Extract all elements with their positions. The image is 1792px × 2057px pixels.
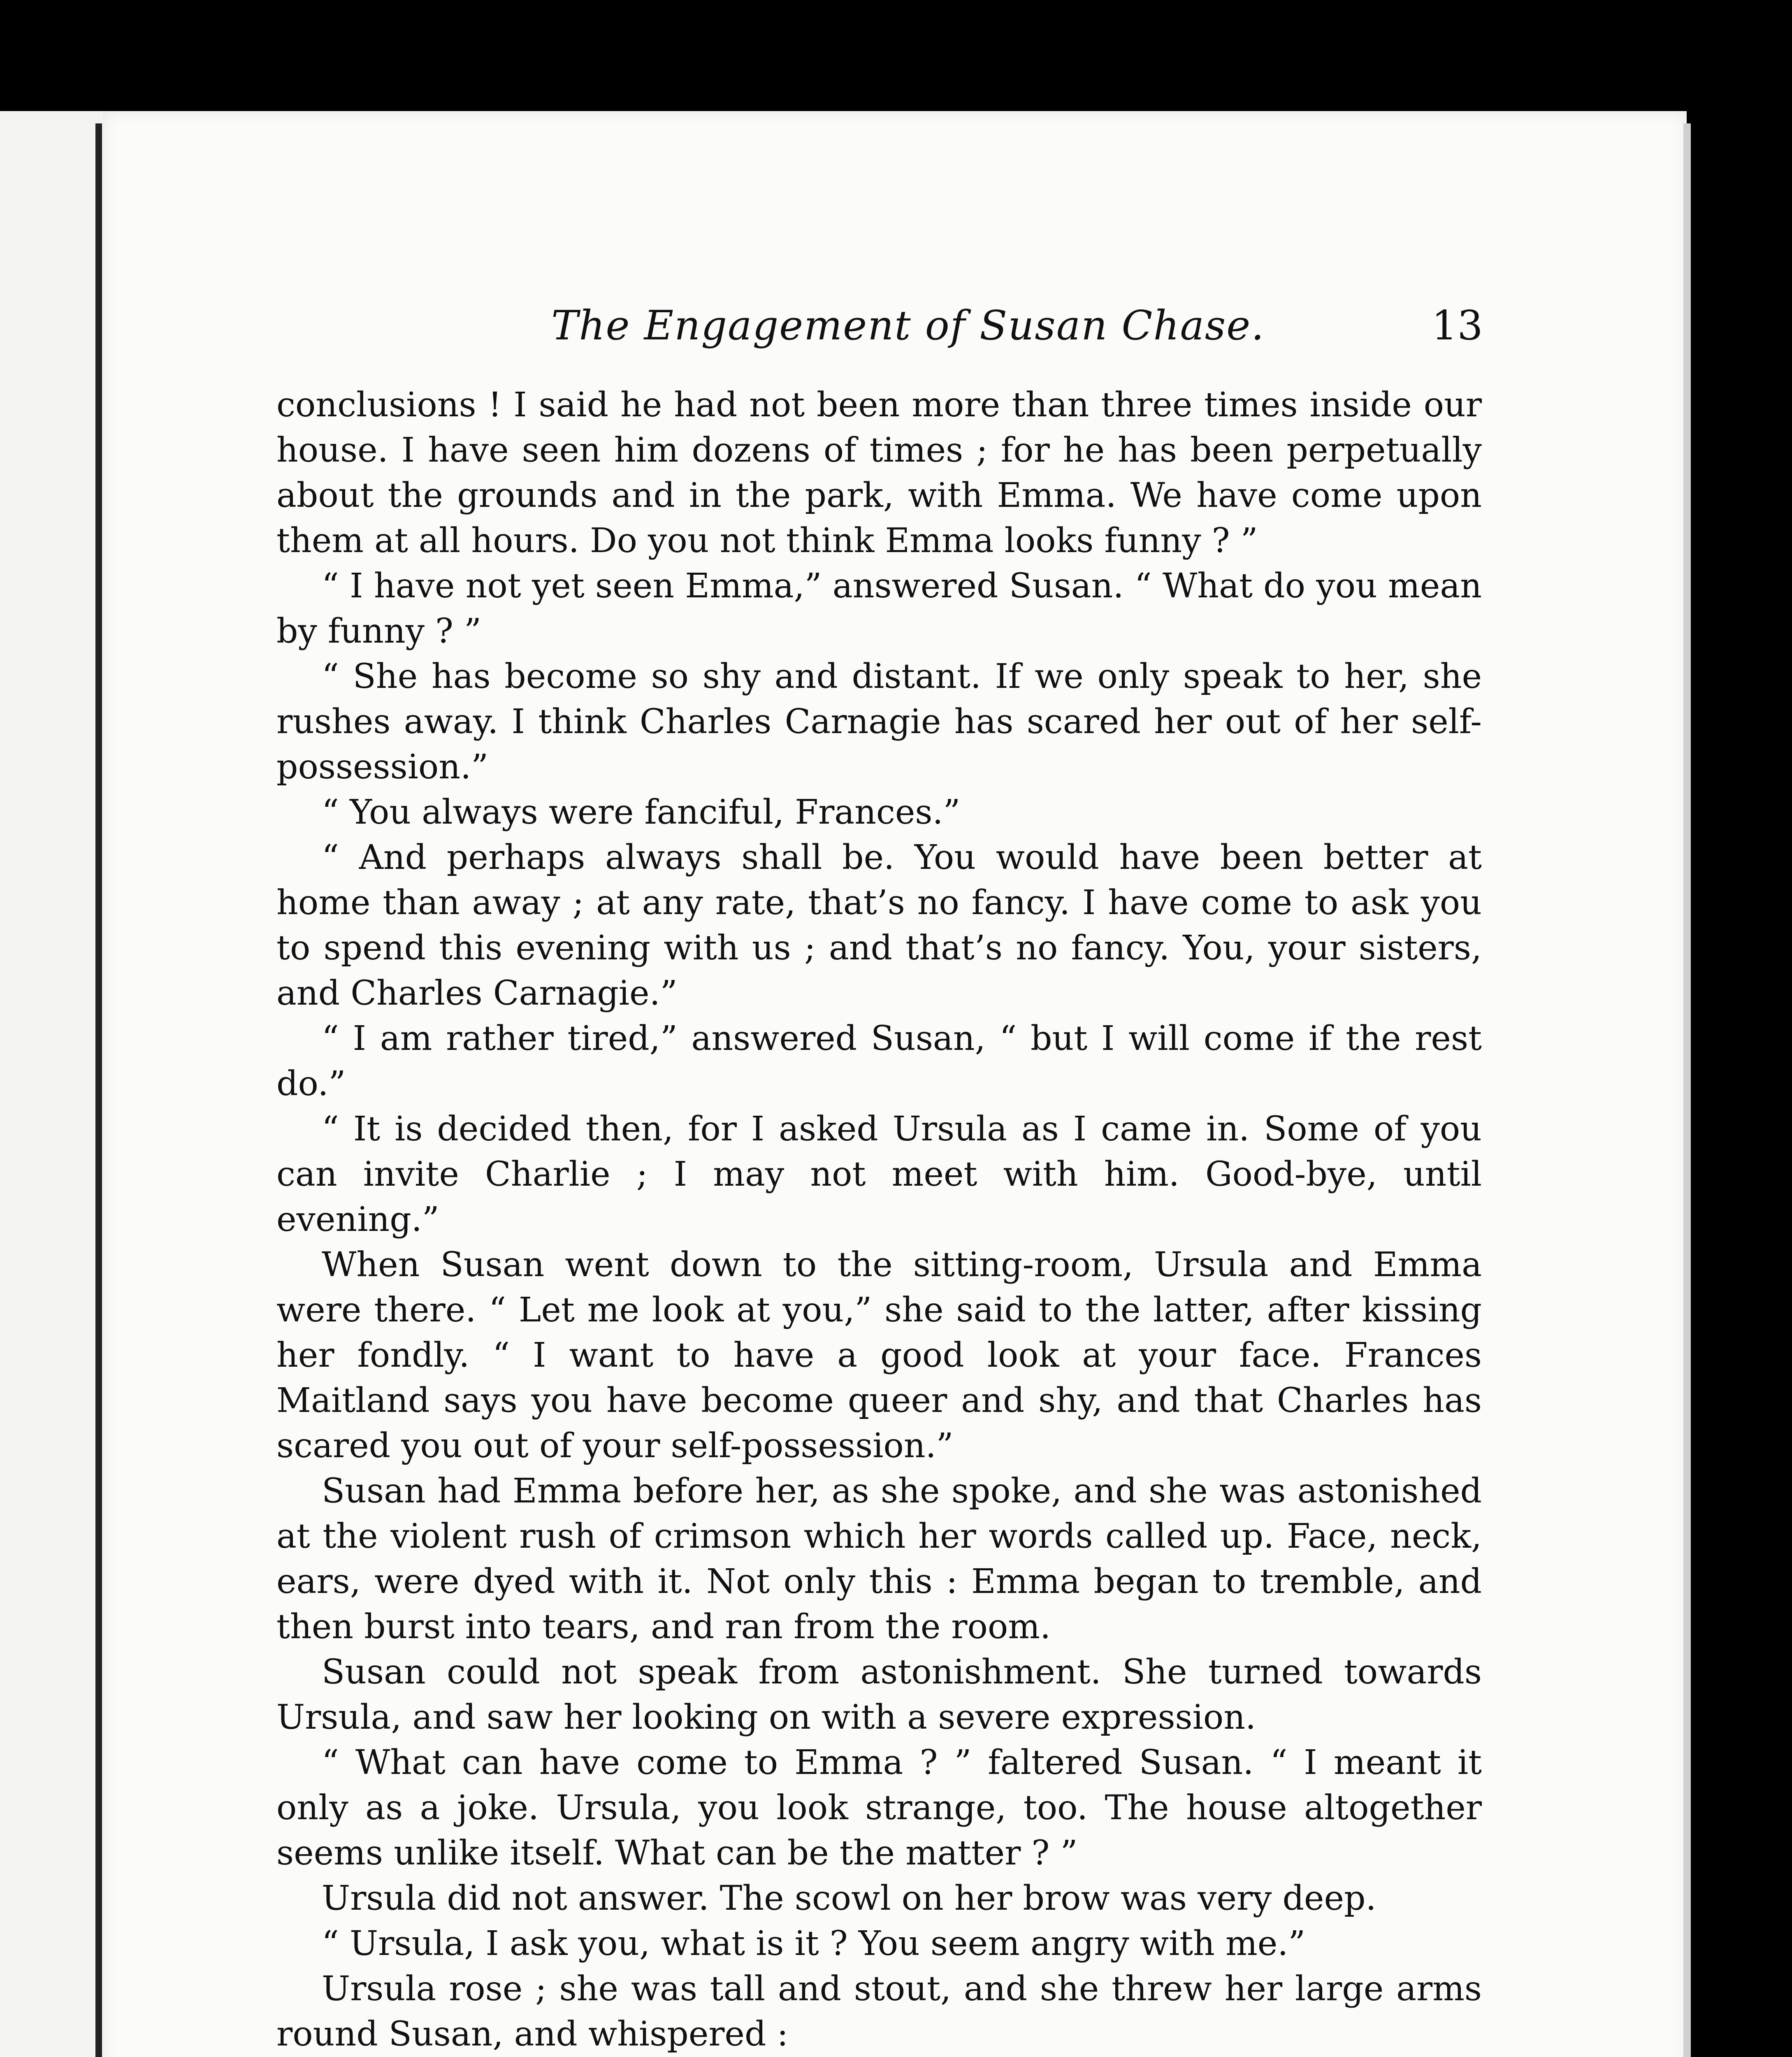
paragraph: “ She has become so shy and distant. If we only speak to her, she rushes away. I think Charles Carnagie has scared her out of her self-possession.” <box>276 657 1482 787</box>
running-title: The Engagement of Susan Chase. <box>551 302 1265 349</box>
body-text <box>276 383 1482 2057</box>
paragraph: “ It is decided then, for I asked Ursula as I came in. Some of you can invite Charlie ; I may not meet with him. Good-bye, until evening.” <box>276 1110 1482 1239</box>
paragraph: Ursula did not answer. The scowl on her brow was very deep. <box>322 1879 1376 1918</box>
paragraph: “ I have not yet seen Emma,” answered Susan. “ What do you mean by funny ? ” <box>276 566 1482 651</box>
paragraph: Susan could not speak from astonishment. She turned towards Ursula, and saw her looking on with a severe expression. <box>276 1653 1482 1737</box>
book-gutter <box>95 123 102 2057</box>
facing-page-edge <box>0 111 109 2057</box>
paragraph: “ And perhaps always shall be. You would have been better at home than away ; at any rate, that’s no fancy. I have come to ask you to spend this evening with us ; and that’s no fancy. You, your sisters, and Charles Carnagie.” <box>276 838 1482 1013</box>
paragraph: Susan had Emma before her, as she spoke, and she was astonished at the violent rush of crimson which her words called up. Face, neck, ears, were dyed with it. Not only this : Emma began to tremble, and then burst into tears, and ran from the room. <box>276 1472 1482 1646</box>
page-number: 13 <box>1432 302 1483 349</box>
paragraph: Ursula rose ; she was tall and stout, and she threw her large arms round Susan, and whispered : <box>276 1969 1482 2054</box>
paragraph: “ Ursula, I ask you, what is it ? You seem angry with me.” <box>322 1924 1306 1963</box>
paragraph: “ I am rather tired,” answered Susan, “ but I will come if the rest do.” <box>276 1019 1482 1103</box>
page-edge <box>1683 123 1691 2057</box>
paragraph: When Susan went down to the sitting-room, Ursula and Emma were there. “ Let me look at you,” she said to the latter, after kissing her fondly. “ I want to have a good look at your face. Frances Maitland says you have become queer and shy, and that Charles has scared you out of your self-possession.” <box>276 1245 1482 1465</box>
paragraph: “ What can have come to Emma ? ” faltered Susan. “ I meant it only as a joke. Ursula, you look strange, too. The house altogether seems unlike itself. What can be the matter ? ” <box>276 1743 1482 1873</box>
paragraph: conclusions ! I said he had not been more than three times inside our house. I have seen him dozens of times ; for he has been perpetually about the grounds and in the park, with Emma. We have come upon them at all hours. Do you not think Emma looks funny ? ” <box>276 385 1482 560</box>
paragraph: “ You always were fanciful, Frances.” <box>322 793 961 832</box>
